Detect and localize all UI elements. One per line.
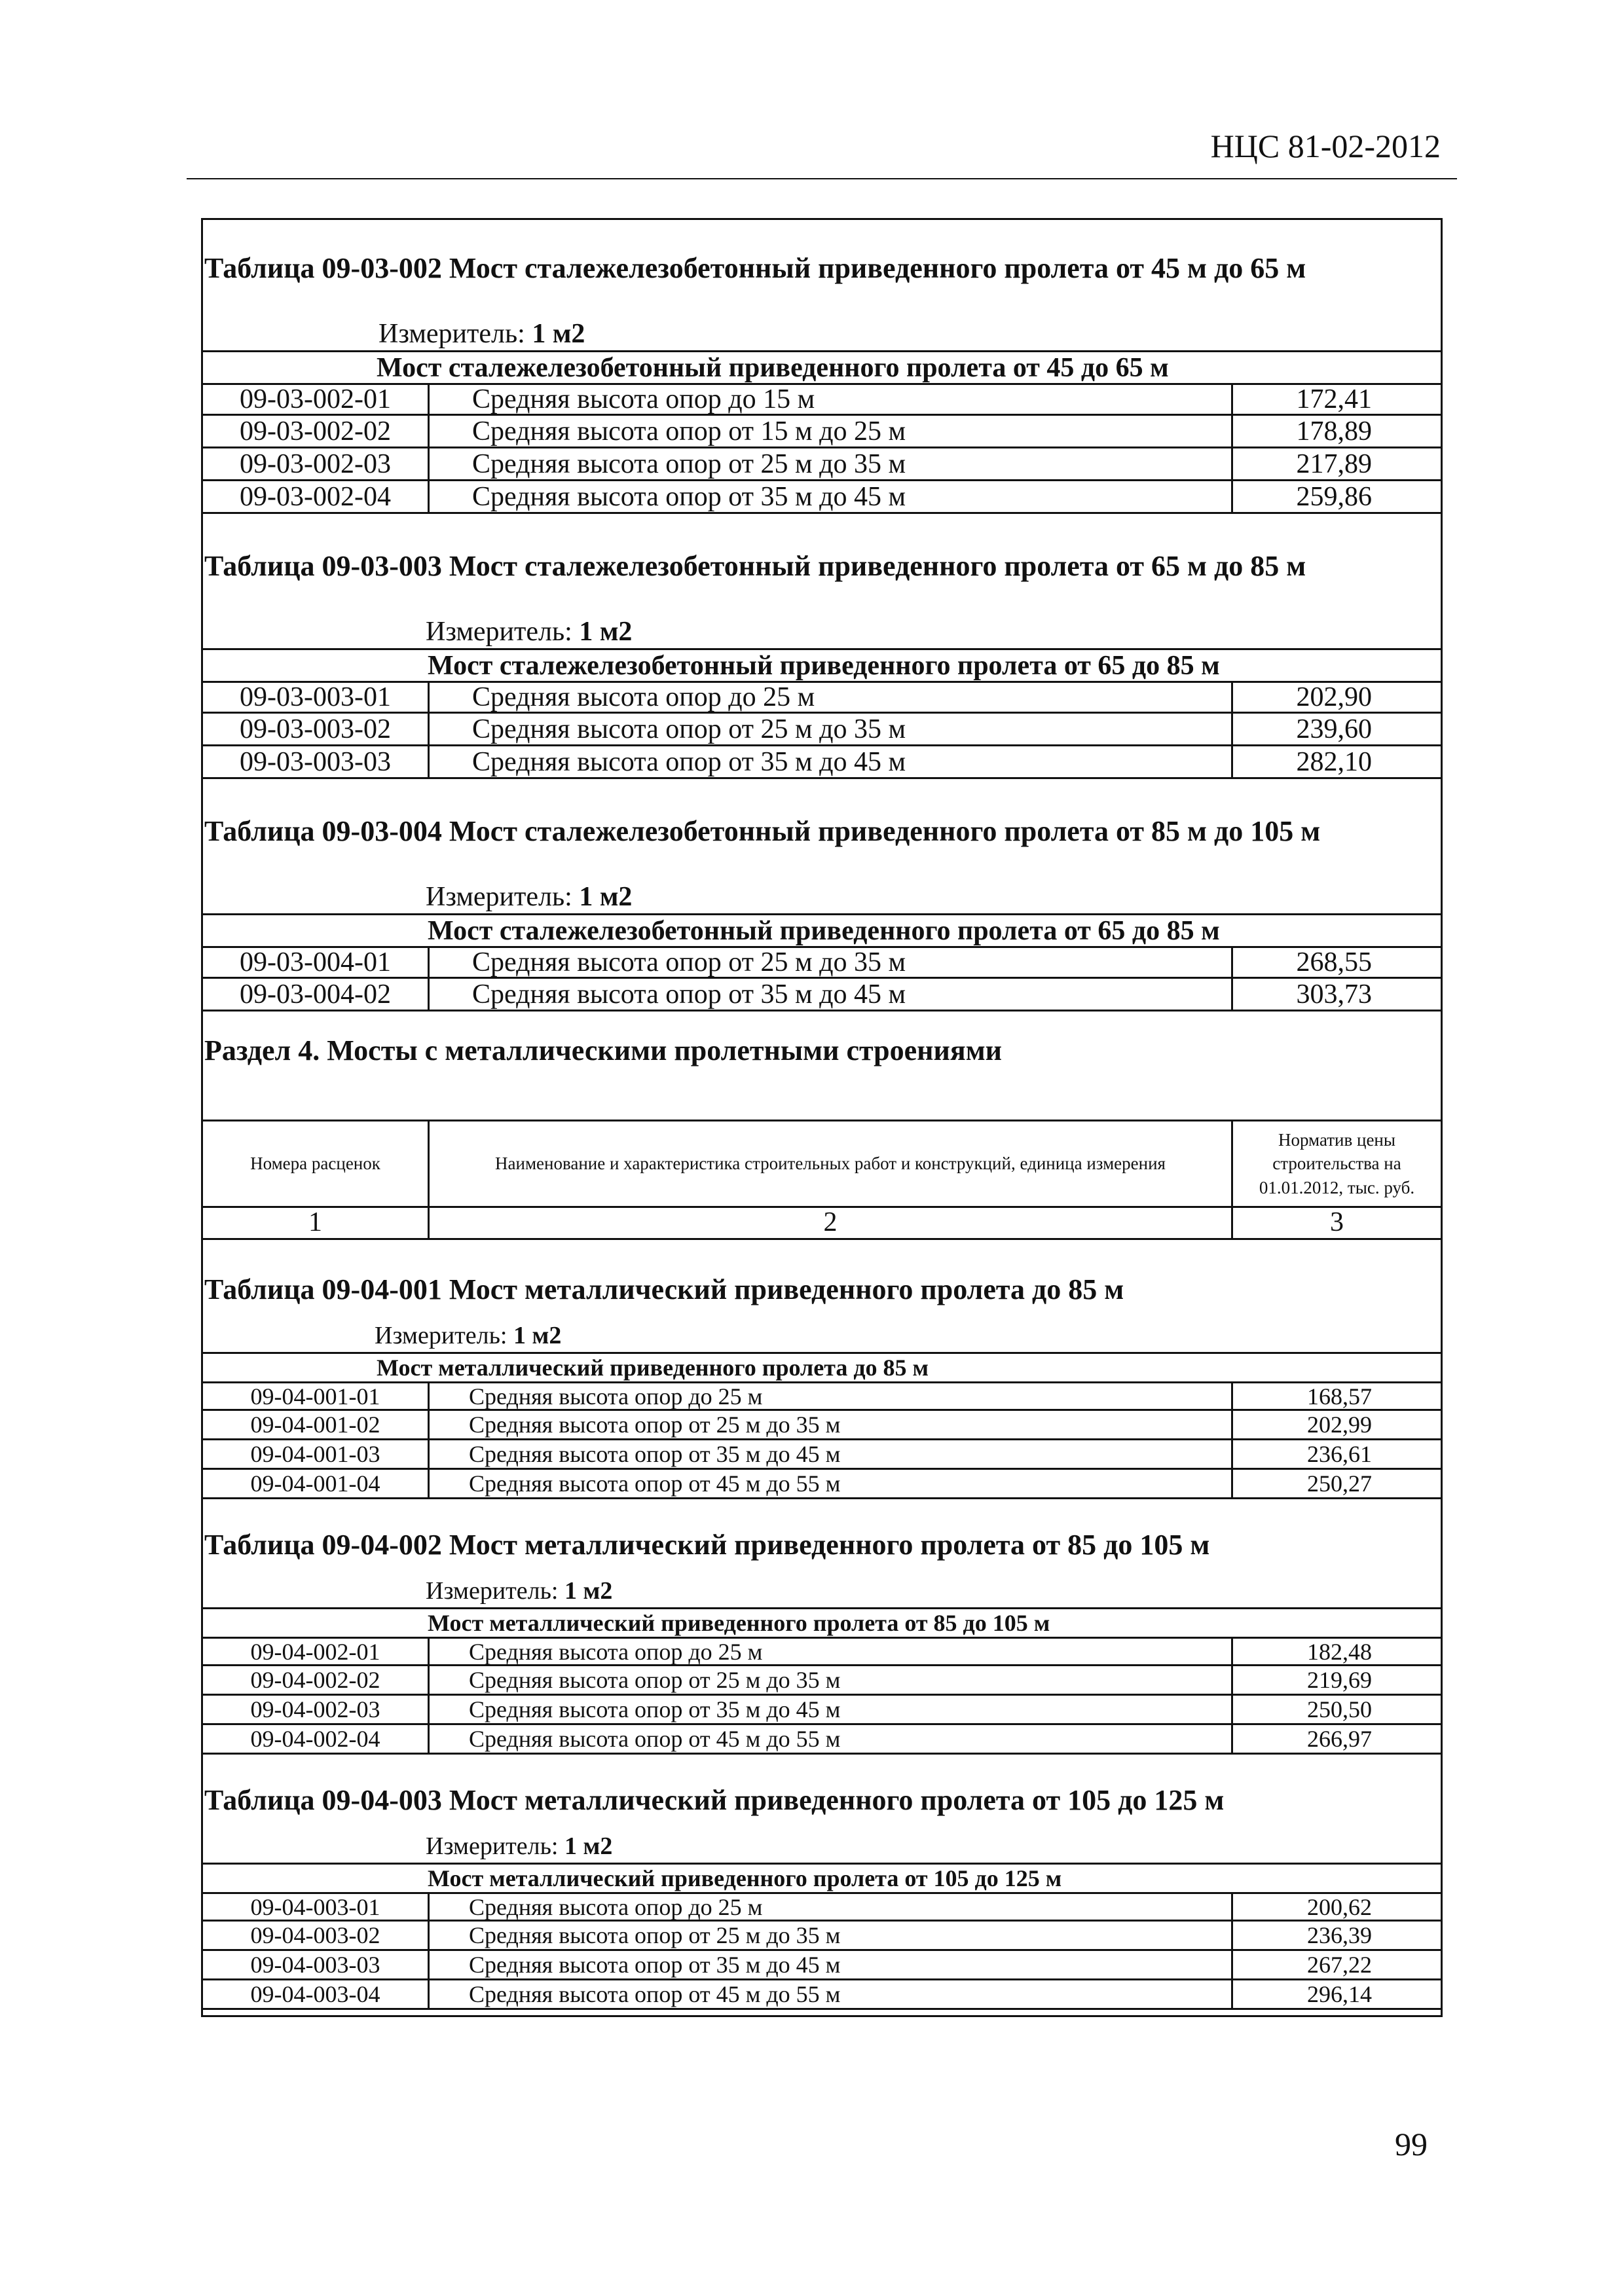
rate-description: Средняя высота опор до 15 м — [428, 385, 1231, 414]
table-subheader: Мост сталежелезобетонный приведенного пролета от 65 до 85 м — [201, 648, 1443, 681]
column-header-codes: Номера расценок — [250, 1154, 380, 1174]
measure-label: Измеритель: — [426, 617, 572, 647]
rate-price: 182,48 — [1231, 1639, 1441, 1664]
rate-price: 168,57 — [1231, 1383, 1441, 1409]
rate-code: 09-03-003-01 — [240, 683, 391, 712]
rate-code: 09-04-002-02 — [250, 1667, 380, 1693]
table-row — [201, 714, 1443, 746]
table-title: Таблица 09-04-002 Мост металлический приведенного пролета от 85 до 105 м — [204, 1529, 1210, 1561]
column-header-name: Наименование и характеристика строительных работ и конструкций, единица измерения — [428, 1121, 1231, 1206]
rate-code: 09-03-004-01 — [240, 948, 391, 977]
column-number: 3 — [1231, 1206, 1441, 1238]
rate-description: Средняя высота опор от 35 м до 45 м — [428, 1696, 1231, 1723]
rate-price: 172,41 — [1231, 385, 1441, 414]
rate-code: 09-03-002-04 — [240, 481, 391, 512]
table-subheader: Мост сталежелезобетонный приведенного пролета от 65 до 85 м — [201, 913, 1443, 946]
measure-label: Измеритель: — [426, 1832, 559, 1860]
table-row — [201, 1666, 1443, 1696]
table-row — [201, 979, 1443, 1011]
rate-code: 09-04-002-01 — [250, 1639, 380, 1664]
measure-label: Измеритель: — [375, 1322, 507, 1349]
table-subheader: Мост сталежелезобетонный приведенного пролета от 45 до 65 м — [201, 350, 1443, 383]
table-row — [201, 1411, 1443, 1440]
rate-description: Средняя высота опор от 25 м до 35 м — [428, 1666, 1231, 1694]
table-row — [201, 416, 1443, 448]
rate-code: 09-04-003-03 — [250, 1952, 380, 1978]
measure-unit: 1 м2 — [579, 617, 633, 647]
rate-description: Средняя высота опор до 25 м — [428, 683, 1231, 712]
table-row — [201, 946, 1443, 979]
rate-code: 09-04-002-03 — [250, 1696, 380, 1722]
column-header-price: Норматив цены строительства на 01.01.2012, тыс. руб. — [1231, 1121, 1441, 1206]
rate-price: 296,14 — [1231, 1980, 1441, 2008]
rate-price: 267,22 — [1231, 1951, 1441, 1978]
rate-price: 239,60 — [1231, 714, 1441, 744]
rate-description: Средняя высота опор от 25 м до 35 м — [428, 714, 1231, 744]
measure-line — [378, 314, 585, 354]
rate-price: 219,69 — [1231, 1666, 1441, 1694]
rate-price: 303,73 — [1231, 979, 1441, 1010]
rate-description: Средняя высота опор до 25 м — [428, 1383, 1231, 1409]
section-title: Раздел 4. Мосты с металлическими пролетными строениями — [204, 1034, 1003, 1066]
table-row — [201, 1696, 1443, 1725]
header-rule — [187, 178, 1457, 179]
rate-code: 09-03-002-01 — [240, 385, 391, 414]
rate-code: 09-04-001-04 — [250, 1470, 380, 1497]
table-row — [201, 1470, 1443, 1499]
rate-description: Средняя высота опор от 35 м до 45 м — [428, 746, 1231, 777]
rate-price: 217,89 — [1231, 448, 1441, 479]
table-row — [201, 383, 1443, 416]
rate-price: 259,86 — [1231, 481, 1441, 512]
rate-description: Средняя высота опор от 25 м до 35 м — [428, 1922, 1231, 1949]
table-row — [201, 1725, 1443, 1755]
table-subheader: Мост металлический приведенного пролета от 85 до 105 м — [201, 1607, 1443, 1637]
rate-code: 09-04-002-04 — [250, 1726, 380, 1752]
rate-price: 282,10 — [1231, 746, 1441, 777]
rate-description: Средняя высота опор от 35 м до 45 м — [428, 481, 1231, 512]
table-row — [201, 1980, 1443, 2010]
rate-description: Средняя высота опор от 35 м до 45 м — [428, 1951, 1231, 1978]
rate-price: 236,39 — [1231, 1922, 1441, 1949]
measure-unit: 1 м2 — [564, 1577, 613, 1605]
rate-description: Средняя высота опор от 25 м до 35 м — [428, 948, 1231, 977]
rate-price: 250,50 — [1231, 1696, 1441, 1723]
measure-line — [375, 1319, 561, 1352]
measure-line — [426, 877, 632, 917]
rate-description: Средняя высота опор до 25 м — [428, 1639, 1231, 1664]
rate-description: Средняя высота опор от 15 м до 25 м — [428, 416, 1231, 446]
measure-unit: 1 м2 — [532, 319, 585, 349]
table-row — [201, 746, 1443, 779]
rate-code: 09-03-003-03 — [240, 746, 391, 777]
measure-line — [426, 1575, 612, 1607]
rate-code: 09-04-001-03 — [250, 1441, 380, 1467]
table-subheader: Мост металлический приведенного пролета от 105 до 125 м — [201, 1863, 1443, 1892]
column-header-row — [201, 1120, 1443, 1208]
rate-description: Средняя высота опор до 25 м — [428, 1894, 1231, 1920]
measure-line — [426, 612, 632, 651]
table-title: Таблица 09-04-003 Мост металлический приведенного пролета от 105 до 125 м — [204, 1784, 1225, 1816]
table-row — [201, 481, 1443, 514]
measure-unit: 1 м2 — [564, 1832, 613, 1860]
measure-line — [426, 1830, 612, 1863]
rate-code: 09-04-003-02 — [250, 1922, 380, 1948]
rate-code: 09-03-002-02 — [240, 416, 391, 446]
table-row — [201, 1922, 1443, 1951]
table-title: Таблица 09-03-004 Мост сталежелезобетонный приведенного пролета от 85 м до 105 м — [204, 815, 1321, 847]
measure-label: Измеритель: — [378, 319, 525, 349]
column-number: 1 — [308, 1207, 322, 1237]
table-row — [201, 1381, 1443, 1411]
rate-price: 268,55 — [1231, 948, 1441, 977]
rate-code: 09-04-003-01 — [250, 1894, 380, 1920]
rate-description: Средняя высота опор от 45 м до 55 м — [428, 1980, 1231, 2008]
rate-price: 200,62 — [1231, 1894, 1441, 1920]
table-row — [201, 1892, 1443, 1922]
rate-code: 09-04-001-01 — [250, 1383, 380, 1409]
rate-code: 09-03-002-03 — [240, 448, 391, 479]
rate-price: 202,99 — [1231, 1411, 1441, 1438]
rate-price: 250,27 — [1231, 1470, 1441, 1497]
rate-code: 09-04-003-04 — [250, 1981, 380, 2007]
rate-description: Средняя высота опор от 45 м до 55 м — [428, 1470, 1231, 1497]
rate-description: Средняя высота опор от 35 м до 45 м — [428, 1440, 1231, 1468]
rate-code: 09-03-004-02 — [240, 979, 391, 1010]
rate-price: 266,97 — [1231, 1725, 1441, 1753]
rate-description: Средняя высота опор от 45 м до 55 м — [428, 1725, 1231, 1753]
page-number: 99 — [1395, 2126, 1428, 2162]
column-number: 2 — [428, 1206, 1231, 1238]
rate-description: Средняя высота опор от 35 м до 45 м — [428, 979, 1231, 1010]
table-row — [201, 448, 1443, 481]
measure-label: Измеритель: — [426, 1577, 559, 1605]
column-number-row — [201, 1206, 1443, 1240]
table-title: Таблица 09-04-001 Мост металлический приведенного пролета до 85 м — [204, 1273, 1124, 1305]
table-title: Таблица 09-03-003 Мост сталежелезобетонный приведенного пролета от 65 м до 85 м — [204, 550, 1306, 582]
rate-description: Средняя высота опор от 25 м до 35 м — [428, 1411, 1231, 1438]
rate-price: 202,90 — [1231, 683, 1441, 712]
rate-price: 178,89 — [1231, 416, 1441, 446]
rate-price: 236,61 — [1231, 1440, 1441, 1468]
table-title: Таблица 09-03-002 Мост сталежелезобетонный приведенного пролета от 45 м до 65 м — [204, 252, 1306, 284]
table-row — [201, 1951, 1443, 1980]
rate-code: 09-04-001-02 — [250, 1412, 380, 1438]
rate-code: 09-03-003-02 — [240, 714, 391, 744]
document-code: НЦС 81-02-2012 — [1210, 128, 1441, 164]
table-row — [201, 1637, 1443, 1666]
rate-description: Средняя высота опор от 25 м до 35 м — [428, 448, 1231, 479]
measure-unit: 1 м2 — [513, 1322, 562, 1349]
measure-unit: 1 м2 — [579, 882, 633, 912]
table-subheader: Мост металлический приведенного пролета до 85 м — [201, 1352, 1443, 1381]
table-row — [201, 681, 1443, 714]
table-row — [201, 1440, 1443, 1470]
measure-label: Измеритель: — [426, 882, 572, 912]
